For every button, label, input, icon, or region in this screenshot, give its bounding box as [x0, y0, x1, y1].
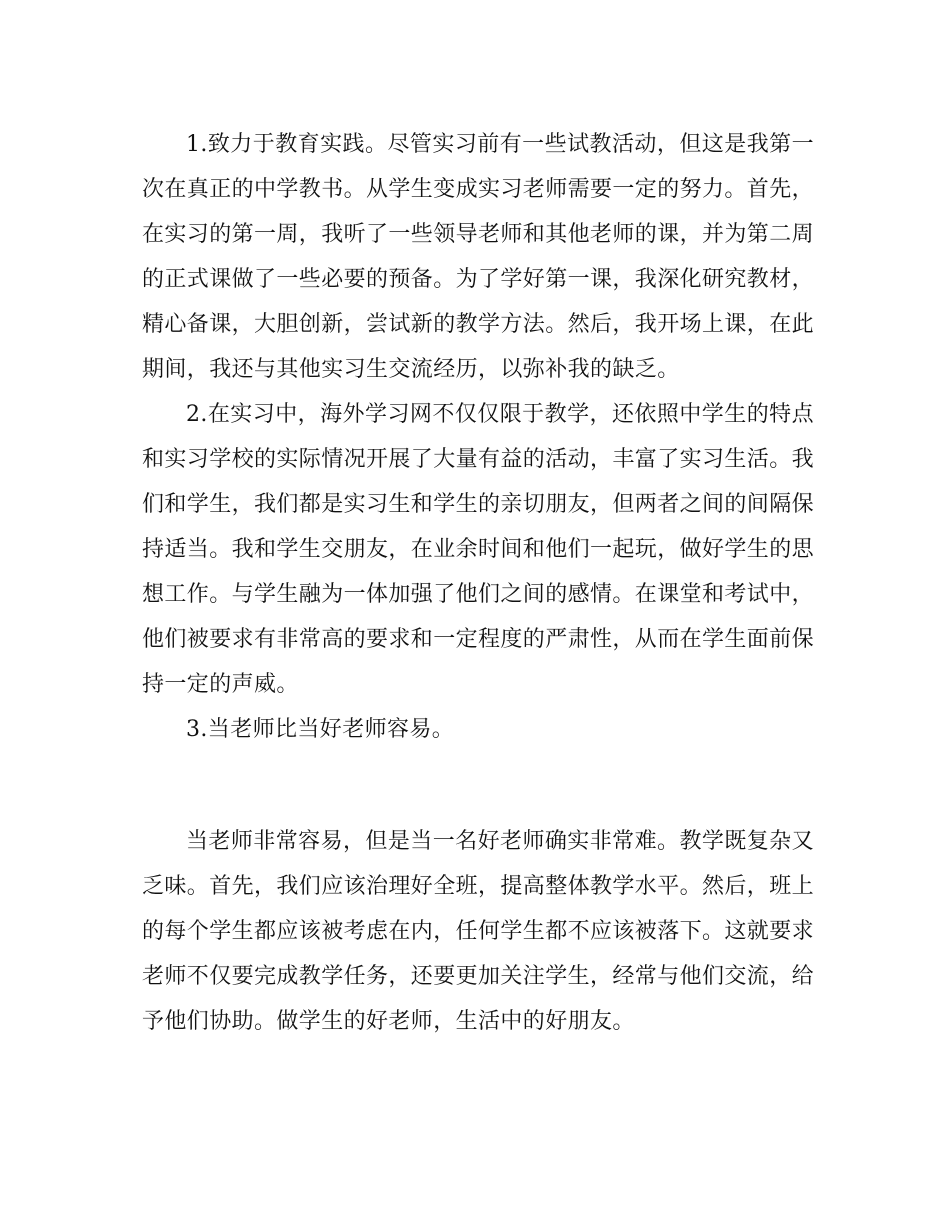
paragraph-1: 1.致力于教育实践。尽管实习前有一些试教活动，但这是我第一次在真正的中学教书。从学生变成实习老师需要一定的努力。首先，在实习的第一周，我听了一些领导老师和其他老师的课，并为第二周的正式课做了一些必要的预备。为了学好第一课，我深化研究教材，精心备课，大胆创新，尝试新的教学方法。然后，我开场上课，在此期间，我还与其他实习生交流经历，以弥补我的缺乏。 [142, 132, 815, 382]
paragraph-2: 2.在实习中，海外学习网不仅仅限于教学，还依照中学生的特点和实习学校的实际情况开展了大量有益的活动，丰富了实习生活。我们和学生，我们都是实习生和学生的亲切朋友，但两者之间的间隔保持适当。我和学生交朋友，在业余时间和他们一起玩，做好学生的思想工作。与学生融为一体加强了他们之间的感情。在课堂和考试中，他们被要求有非常高的要求和一定程度的严肃性，从而在学生面前保持一定的声威。 [142, 402, 815, 697]
paragraph-4: 当老师非常容易，但是当一名好老师确实非常难。教学既复杂又乏味。首先，我们应该治理好全班，提高整体教学水平。然后，班上的每个学生都应该被考虑在内，任何学生都不应该被落下。这就要求老师不仅要完成教学任务，还要更加关注学生，经常与他们交流，给予他们协助。做学生的好老师，生活中的好朋友。 [142, 829, 815, 1034]
paragraph-3: 3.当老师比当好老师容易。 [186, 717, 455, 742]
paragraph-spacer [142, 752, 814, 819]
document-body [142, 122, 814, 1044]
